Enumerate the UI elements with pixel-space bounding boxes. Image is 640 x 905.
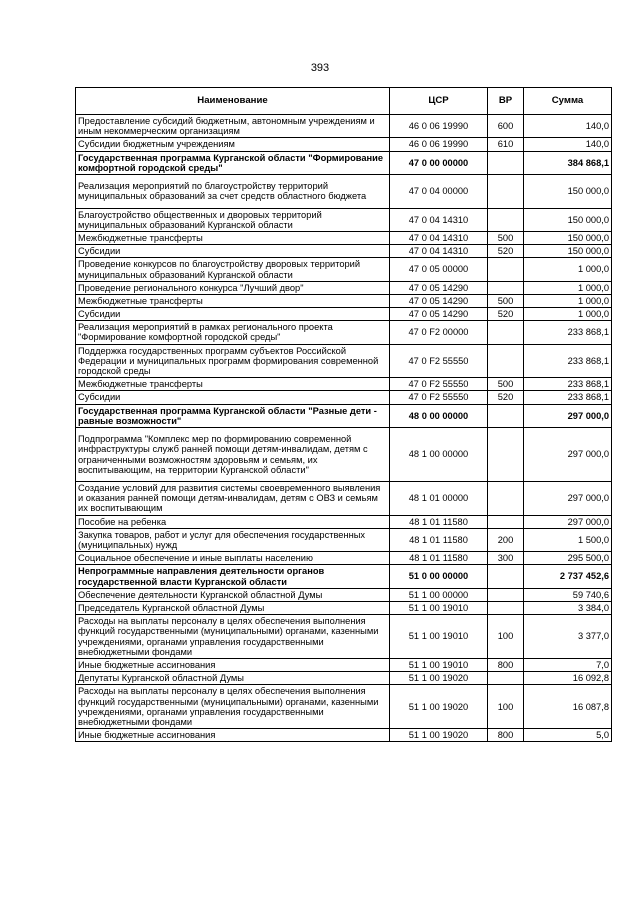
cell-name: Иные бюджетные ассигнования (76, 729, 390, 742)
table-row (76, 552, 612, 565)
cell-csr: 51 1 00 19020 (390, 685, 488, 729)
cell-sum: 140,0 (524, 115, 612, 138)
cell-name: Подпрограмма "Комплекс мер по формированию современной инфраструктуры служб ранней помощи детям-инвалидам, детям с ограниченными возможностям здоровьям и семьям, их воспитывающим, на территории Курганской области" (76, 428, 390, 482)
cell-sum: 297 000,0 (524, 428, 612, 482)
cell-csr: 47 0 05 14290 (390, 294, 488, 307)
table-row (76, 138, 612, 151)
table-row (76, 615, 612, 659)
cell-vr (488, 588, 524, 601)
cell-csr: 51 1 00 19020 (390, 729, 488, 742)
cell-csr: 51 1 00 00000 (390, 588, 488, 601)
header-name: Наименование (76, 88, 390, 115)
table-row (76, 515, 612, 528)
page-number: 393 (310, 62, 330, 74)
table-row (76, 685, 612, 729)
cell-csr: 47 0 04 14310 (390, 208, 488, 231)
cell-name: Субсидии (76, 391, 390, 404)
cell-sum: 140,0 (524, 138, 612, 151)
table-row (76, 601, 612, 614)
table-row (76, 428, 612, 482)
cell-vr: 800 (488, 658, 524, 671)
cell-csr: 47 0 F2 55550 (390, 378, 488, 391)
cell-csr: 51 1 00 19010 (390, 601, 488, 614)
cell-name: Реализация мероприятий по благоустройству территорий муниципальных образований за счет средств областного бюджета (76, 174, 390, 208)
table-row (76, 404, 612, 427)
cell-vr (488, 601, 524, 614)
table-row (76, 308, 612, 321)
table-row (76, 344, 612, 378)
cell-name: Реализация мероприятий в рамках регионального проекта "Формирование комфортной городской среды" (76, 321, 390, 344)
cell-sum: 2 737 452,6 (524, 565, 612, 588)
cell-name: Межбюджетные трансферты (76, 378, 390, 391)
cell-sum: 3 384,0 (524, 601, 612, 614)
cell-name: Субсидии (76, 245, 390, 258)
table-row (76, 174, 612, 208)
cell-vr (488, 482, 524, 516)
cell-csr: 48 1 01 00000 (390, 482, 488, 516)
cell-csr: 48 1 00 00000 (390, 428, 488, 482)
cell-name: Председатель Курганской областной Думы (76, 601, 390, 614)
cell-vr (488, 174, 524, 208)
cell-name: Непрограммные направления деятельности органов государственной власти Курганской области (76, 565, 390, 588)
cell-vr (488, 404, 524, 427)
cell-csr: 47 0 05 00000 (390, 258, 488, 281)
cell-name: Расходы на выплаты персоналу в целях обеспечения выполнения функций государственными (муниципальными) органами, казенными учреждениями, органами управления государственными внебюджетными фондами (76, 615, 390, 659)
table-row (76, 378, 612, 391)
cell-sum: 233 868,1 (524, 378, 612, 391)
cell-sum: 7,0 (524, 658, 612, 671)
cell-name: Поддержка государственных программ субъектов Российской Федерации и муниципальных программ формирования современной городской среды (76, 344, 390, 378)
cell-vr (488, 344, 524, 378)
cell-name: Обеспечение деятельности Курганской областной Думы (76, 588, 390, 601)
cell-sum: 233 868,1 (524, 391, 612, 404)
cell-vr (488, 515, 524, 528)
cell-sum: 384 868,1 (524, 151, 612, 174)
cell-sum: 150 000,0 (524, 174, 612, 208)
cell-name: Государственная программа Курганской области "Формирование комфортной городской среды" (76, 151, 390, 174)
table-row (76, 281, 612, 294)
cell-name: Государственная программа Курганской области "Разные дети - равные возможности" (76, 404, 390, 427)
cell-csr: 51 1 00 19020 (390, 672, 488, 685)
cell-name: Депутаты Курганской областной Думы (76, 672, 390, 685)
cell-vr (488, 672, 524, 685)
cell-sum: 297 000,0 (524, 482, 612, 516)
cell-sum: 297 000,0 (524, 404, 612, 427)
cell-vr: 500 (488, 294, 524, 307)
cell-sum: 1 000,0 (524, 281, 612, 294)
cell-vr: 600 (488, 115, 524, 138)
cell-name: Субсидии бюджетным учреждениям (76, 138, 390, 151)
header-row (76, 88, 612, 115)
cell-vr: 200 (488, 528, 524, 551)
cell-csr: 51 1 00 19010 (390, 615, 488, 659)
cell-vr: 100 (488, 685, 524, 729)
cell-csr: 47 0 F2 55550 (390, 344, 488, 378)
cell-csr: 48 1 01 11580 (390, 515, 488, 528)
table-row (76, 115, 612, 138)
table-row (76, 391, 612, 404)
cell-sum: 150 000,0 (524, 208, 612, 231)
budget-table (75, 87, 612, 742)
cell-name: Иные бюджетные ассигнования (76, 658, 390, 671)
cell-vr: 300 (488, 552, 524, 565)
cell-vr: 610 (488, 138, 524, 151)
cell-sum: 1 000,0 (524, 258, 612, 281)
cell-name: Создание условий для развития системы своевременного выявления и оказания ранней помощи детям-инвалидам, детям с ОВЗ и семьям их воспитывающим (76, 482, 390, 516)
cell-csr: 47 0 04 00000 (390, 174, 488, 208)
cell-name: Социальное обеспечение и иные выплаты населению (76, 552, 390, 565)
cell-csr: 48 1 01 11580 (390, 528, 488, 551)
cell-vr: 100 (488, 615, 524, 659)
cell-name: Расходы на выплаты персоналу в целях обеспечения выполнения функций государственными (муниципальными) органами, казенными учреждениями, органами управления государственными внебюджетными фондами (76, 685, 390, 729)
table-row (76, 658, 612, 671)
cell-name: Закупка товаров, работ и услуг для обеспечения государственных (муниципальных) нужд (76, 528, 390, 551)
cell-csr: 47 0 F2 00000 (390, 321, 488, 344)
table-row (76, 528, 612, 551)
table-row (76, 208, 612, 231)
cell-vr (488, 258, 524, 281)
cell-vr: 500 (488, 378, 524, 391)
cell-sum: 233 868,1 (524, 344, 612, 378)
cell-csr: 47 0 00 00000 (390, 151, 488, 174)
cell-sum: 233 868,1 (524, 321, 612, 344)
cell-sum: 297 000,0 (524, 515, 612, 528)
table-row (76, 729, 612, 742)
cell-csr: 51 1 00 19010 (390, 658, 488, 671)
cell-sum: 59 740,6 (524, 588, 612, 601)
cell-name: Благоустройство общественных и дворовых территорий муниципальных образований Курганской области (76, 208, 390, 231)
cell-vr: 520 (488, 245, 524, 258)
table-row (76, 588, 612, 601)
cell-csr: 47 0 F2 55550 (390, 391, 488, 404)
cell-csr: 48 0 00 00000 (390, 404, 488, 427)
cell-csr: 51 0 00 00000 (390, 565, 488, 588)
cell-csr: 47 0 04 14310 (390, 231, 488, 244)
table-row (76, 321, 612, 344)
header-vr: ВР (488, 88, 524, 115)
cell-name: Межбюджетные трансферты (76, 294, 390, 307)
cell-name: Предоставление субсидий бюджетным, автономным учреждениям и иным некоммерческим организациям (76, 115, 390, 138)
table-row (76, 482, 612, 516)
cell-vr (488, 321, 524, 344)
table-row (76, 245, 612, 258)
cell-sum: 1 500,0 (524, 528, 612, 551)
cell-sum: 295 500,0 (524, 552, 612, 565)
table-row (76, 565, 612, 588)
cell-name: Субсидии (76, 308, 390, 321)
cell-csr: 46 0 06 19990 (390, 138, 488, 151)
cell-sum: 1 000,0 (524, 308, 612, 321)
cell-vr: 520 (488, 391, 524, 404)
cell-csr: 47 0 04 14310 (390, 245, 488, 258)
cell-name: Проведение конкурсов по благоустройству дворовых территорий муниципальных образований Курганской области (76, 258, 390, 281)
cell-vr (488, 208, 524, 231)
table-row (76, 258, 612, 281)
table-row (76, 672, 612, 685)
cell-vr (488, 565, 524, 588)
cell-csr: 47 0 05 14290 (390, 308, 488, 321)
cell-sum: 150 000,0 (524, 231, 612, 244)
table-row (76, 151, 612, 174)
table-body (76, 115, 612, 742)
cell-sum: 16 087,8 (524, 685, 612, 729)
cell-csr: 47 0 05 14290 (390, 281, 488, 294)
cell-sum: 150 000,0 (524, 245, 612, 258)
cell-sum: 1 000,0 (524, 294, 612, 307)
cell-vr: 500 (488, 231, 524, 244)
header-csr: ЦСР (390, 88, 488, 115)
table-row (76, 231, 612, 244)
cell-sum: 3 377,0 (524, 615, 612, 659)
cell-vr (488, 428, 524, 482)
cell-sum: 5,0 (524, 729, 612, 742)
cell-name: Проведение регионального конкурса "Лучший двор" (76, 281, 390, 294)
cell-vr: 800 (488, 729, 524, 742)
cell-vr (488, 151, 524, 174)
cell-vr: 520 (488, 308, 524, 321)
table-row (76, 294, 612, 307)
cell-name: Пособие на ребенка (76, 515, 390, 528)
cell-name: Межбюджетные трансферты (76, 231, 390, 244)
cell-vr (488, 281, 524, 294)
cell-csr: 46 0 06 19990 (390, 115, 488, 138)
cell-sum: 16 092,8 (524, 672, 612, 685)
cell-csr: 48 1 01 11580 (390, 552, 488, 565)
header-sum: Сумма (524, 88, 612, 115)
